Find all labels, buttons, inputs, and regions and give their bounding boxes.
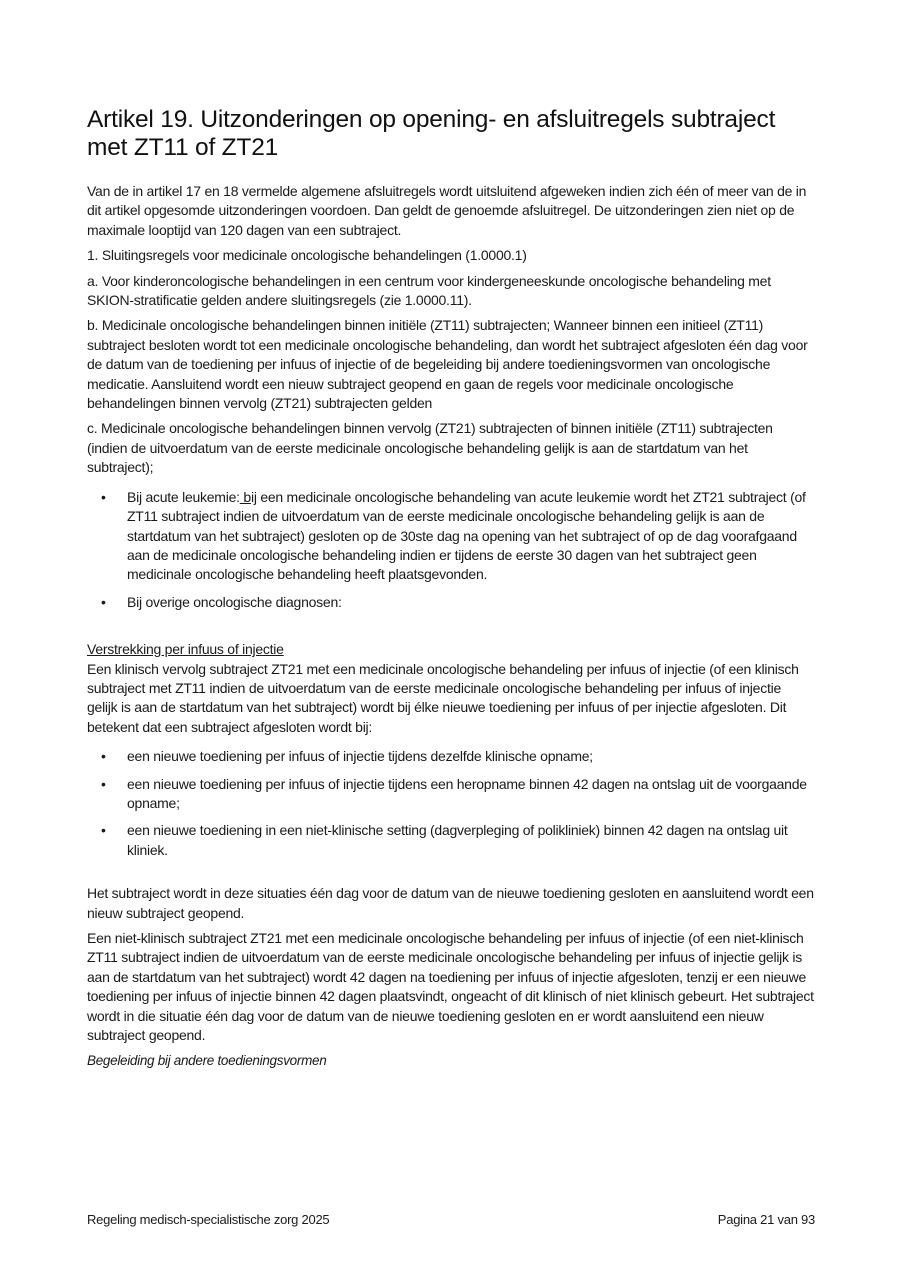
clause-c-bullet-list [87, 488, 815, 612]
verstrekking-bullet [101, 775, 815, 814]
verstrekking-bullet-list [87, 747, 815, 860]
clause-a: a. Voor kinderoncologische behandelingen in een centrum voor kindergeneeskunde oncologische behandeling met SKION-stratificatie gelden andere sluitingsregels (zie 1.0000.11). [87, 272, 771, 309]
verstrekking-body: Een klinisch vervolg subtraject ZT21 met een medicinale oncologische behandeling per infuus of injectie (of een klinisch subtraject met ZT11 indien de uitvoerdatum van de eerste medicinale oncologische behandeling per infuus of injectie gelijk is aan de startdatum van het subtraject) wordt bij élke nieuwe toediening per infuus of per injectie afgesloten. Dit betekent dat een subtraject afgesloten wordt bij: [87, 660, 799, 735]
begeleiding-subheading: Begeleiding bij andere toedieningsvormen [87, 1053, 327, 1069]
bullet-icon: • [101, 775, 106, 792]
document-page [87, 106, 815, 1070]
bullet-text: Bij overige oncologische diagnosen: [127, 593, 342, 610]
verstrekking-subheading: Verstrekking per infuus of injectie [87, 641, 284, 658]
bullet-icon: • [101, 593, 106, 610]
verstrekking-bullet [101, 747, 815, 766]
bullet-text: een nieuwe toediening per infuus of injectie tijdens een heropname binnen 42 dagen na ontslag uit de voorgaande opname; [127, 775, 807, 811]
section-1-title: 1. Sluitingsregels voor medicinale oncologische behandelingen (1.0000.1) [87, 247, 527, 264]
footer-document-title: Regeling medisch-specialistische zorg 2025 [87, 1212, 330, 1227]
bullet-icon: • [101, 748, 106, 765]
bullet-acute-leukemie [101, 488, 815, 585]
bullet-overige-diagnosen [101, 593, 815, 612]
bullet-icon: • [101, 822, 106, 839]
verstrekking-closing: Het subtraject wordt in deze situaties één dag voor de datum van de nieuwe toediening gesloten en aansluitend wordt een nieuw subtraject geopend. [87, 885, 814, 921]
bullet-icon: • [101, 488, 106, 505]
bullet-underlined-fragment: b [239, 488, 251, 505]
bullet-lead: Bij acute leukemie: [127, 488, 240, 505]
intro-paragraph: Van de in artikel 17 en 18 vermelde algemene afsluitregels wordt uitsluitend afgeweken indien zich één of meer van de in dit artikel opgesomde uitzonderingen voordoen. Dan geldt de genoemde afsluitregel. De uitzonderingen zien niet op de maximale looptijd van 120 dagen van een subtraject. [87, 183, 807, 238]
bullet-text: een nieuwe toediening in een niet-klinische setting (dagverpleging of polikliniek) binnen 42 dagen na ontslag uit kliniek. [127, 822, 788, 858]
clause-c: c. Medicinale oncologische behandelingen binnen vervolg (ZT21) subtrajecten of binnen initiële (ZT11) subtrajecten (indien de uitvoerdatum van de eerste medicinale oncologische behandeling gelijk is aan de startdatum van het subtraject); [87, 420, 773, 476]
bullet-body: ij een medicinale oncologische behandeling van acute leukemie wordt het ZT21 subtraject (of ZT11 subtraject indien de uitvoerdatum van de eerste medicinale oncologische behandeling gelijk is aan de startdatum van het subtraject) gesloten op de 30ste dag na opening van het subtraject of op de dag voorafgaand aan de medicinale oncologische behandeling indien er tijdens de eerste 30 dagen van het subtraject geen medicinale oncologische behandeling heeft plaatsgevonden. [127, 488, 806, 583]
niet-klinisch-paragraph: Een niet-klinisch subtraject ZT21 met een medicinale oncologische behandeling per infuus of injectie (of een niet-klinisch ZT11 subtraject indien de uitvoerdatum van de eerste medicinale oncologische behandeling per infuus of injectie gelijk is aan de startdatum van het subtraject) wordt 42 dagen na toediening per infuus of injectie afgesloten, tenzij er een nieuwe toediening per infuus of injectie binnen 42 dagen plaatsvindt, ongeacht of dit klinisch of niet klinisch gebeurt. Het subtraject wordt in die situatie één dag voor de datum van de nieuwe toediening gesloten en er wordt aansluitend een nieuw subtraject geopend. [87, 930, 814, 1044]
article-heading: Artikel 19. Uitzonderingen op opening- en afsluitregels subtraject met ZT11 of ZT21 [87, 106, 776, 161]
page-footer [87, 1212, 815, 1227]
bullet-text: een nieuwe toediening per infuus of injectie tijdens dezelfde klinische opname; [127, 748, 593, 765]
clause-b: b. Medicinale oncologische behandelingen binnen initiële (ZT11) subtrajecten; Wanneer binnen een initieel (ZT11) subtraject besloten wordt tot een medicinale oncologische behandeling, dan wordt het subtraject afgesloten één dag voor de datum van de toediening per infuus of injectie of de begeleiding bij andere toedieningsvormen van oncologische medicatie. Aansluitend wordt een nieuw subtraject geopend en gaan de regels voor medicinale oncologische behandelingen binnen vervolg (ZT21) subtrajecten gelden [87, 317, 808, 412]
footer-page-number: Pagina 21 van 93 [717, 1212, 815, 1227]
verstrekking-bullet [101, 821, 815, 860]
